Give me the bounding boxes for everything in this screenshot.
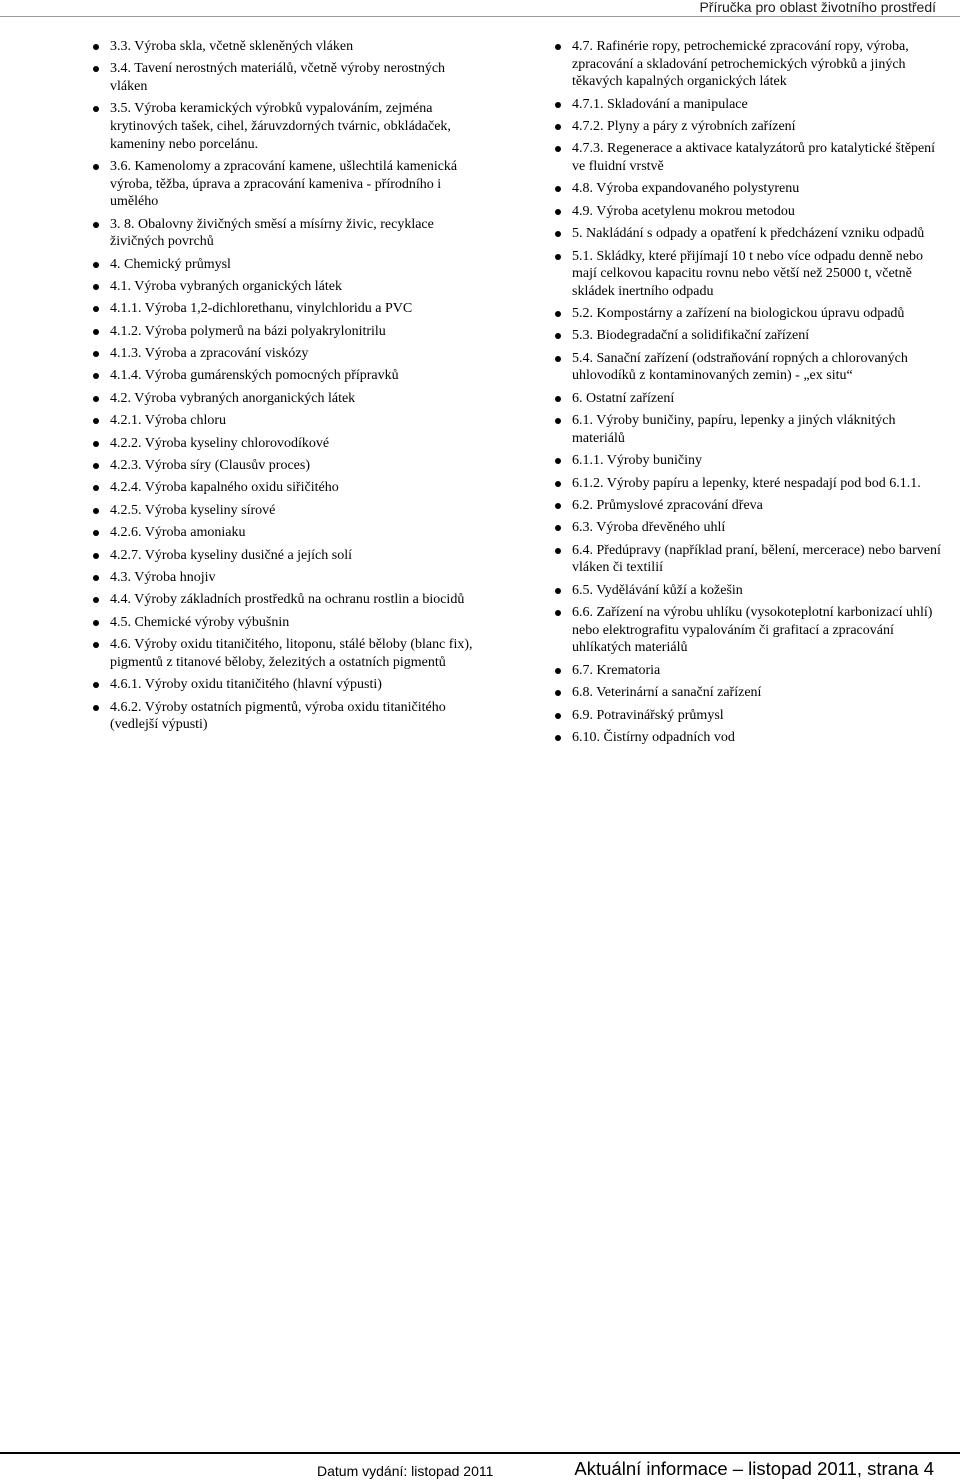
left-column-list [93,38,483,739]
list-item [555,582,945,600]
bullet-icon [555,231,561,237]
bullet-icon [555,458,561,464]
bullet-icon [93,463,99,469]
list-item [555,203,945,221]
list-item [93,676,483,694]
bullet-icon [93,329,99,335]
list-item [93,60,483,95]
list-item-text: 4.2.6. Výroba amoniaku [110,525,246,541]
list-item-text: 6.8. Veterinární a sanační zařízení [572,685,762,701]
list-item-text: 4.3. Výroba hnojiv [110,569,216,585]
list-item-text: 4.5. Chemické výroby výbušnin [110,614,290,630]
list-item-text: 6. Ostatní zařízení [572,390,675,406]
list-item [555,225,945,243]
list-item [555,248,945,301]
list-item [555,350,945,385]
list-item [93,100,483,153]
bullet-icon [93,530,99,536]
bullet-icon [93,262,99,268]
list-item-text: 5.4. Sanační zařízení (odstraňování ropných a chlorovaných uhlovodíků z kontaminovaných zemin) - „ex situ“ [572,350,908,384]
list-item [555,729,945,747]
list-item [93,591,483,609]
bullet-icon [555,146,561,152]
list-item [555,390,945,408]
list-item [93,412,483,430]
bullet-icon [555,102,561,108]
list-item-text: 4.1.3. Výroba a zpracování viskózy [110,346,309,362]
bullet-icon [93,222,99,228]
list-item [93,216,483,251]
list-item [93,367,483,385]
list-item [93,547,483,565]
list-item-text: 3.6. Kamenolomy a zpracování kamene, ušlechtilá kamenická výroba, těžba, úprava a zpracování kameniva - přírodního i umělého [110,158,458,210]
bullet-icon [555,503,561,509]
list-item [93,614,483,632]
bullet-icon [555,333,561,339]
list-item-text: 6.5. Vydělávání kůží a kožešin [572,582,743,598]
bullet-icon [93,351,99,357]
list-item [555,497,945,515]
list-item [93,502,483,520]
list-item-text: 3.5. Výroba keramických výrobků vypalováním, zejména krytinových tašek, cihel, žáruvzdorných tvárnic, obkládaček, kameniny nebo porcelánu. [110,101,451,152]
list-item-text: 4.2.4. Výroba kapalného oxidu siřičitého [110,480,339,496]
list-item-text: 4.1. Výroba vybraných organických látek [110,278,342,294]
list-item [93,699,483,734]
list-item [93,636,483,671]
bullet-icon [93,553,99,559]
list-item [555,707,945,725]
list-item [93,256,483,274]
bullet-icon [555,548,561,554]
bullet-icon [555,356,561,362]
bullet-icon [93,508,99,514]
footer-date: Datum vydání: listopad 2011 [317,1463,494,1479]
list-item [555,604,945,657]
list-item-text: 6.2. Průmyslové zpracování dřeva [572,498,763,514]
list-item-text: 5. Nakládání s odpady a opatření k předcházení vzniku odpadů [572,226,925,242]
list-item [93,569,483,587]
list-item-text: 6.3. Výroba dřevěného uhlí [572,520,726,536]
list-item [93,524,483,542]
list-item-text: 5.1. Skládky, které přijímají 10 t nebo více odpadu denně nebo mají celkovou kapacitu rovnu nebo větší než 25000 t, včetně skládek inertního odpadu [572,248,923,299]
bullet-icon [555,713,561,719]
list-item [555,140,945,175]
list-item-text: 4.2.1. Výroba chloru [110,413,226,429]
list-item [555,475,945,493]
bullet-icon [555,481,561,487]
list-item-text: 4.2. Výroba vybraných anorganických látek [110,390,356,406]
header-divider [0,16,960,17]
bullet-icon [555,396,561,402]
list-item-text: 6.9. Potravinářský průmysl [572,707,724,723]
bullet-icon [555,254,561,260]
bullet-icon [555,690,561,696]
list-item-text: 4.2.3. Výroba síry (Clausův proces) [110,458,310,474]
header-title: Příručka pro oblast životního prostředí [699,0,936,15]
footer-info: Aktuální informace – listopad 2011, strana 4 [574,1458,934,1479]
list-item-text: 4.7.1. Skladování a manipulace [572,96,748,112]
bullet-icon [555,124,561,130]
bullet-icon [93,620,99,626]
bullet-icon [555,44,561,50]
list-item-text: 6.6. Zařízení na výrobu uhlíku (vysokoteplotní karbonizací uhlí) nebo elektrografitu vypalováním či grafitací a zpracování uhlíkatých materiálů [572,605,933,656]
list-item-text: 6.7. Krematoria [572,662,661,678]
list-item [555,38,945,91]
list-item-text: 3.3. Výroba skla, včetně skleněných vláken [110,39,354,54]
bullet-icon [93,418,99,424]
bullet-icon [555,668,561,674]
bullet-icon [555,209,561,215]
bullet-icon [93,44,99,50]
list-item [555,452,945,470]
bullet-icon [93,642,99,648]
list-item-text: 4.1.1. Výroba 1,2-dichlorethanu, vinylchloridu a PVC [110,301,413,317]
list-item-text: 4.6. Výroby oxidu titaničitého, litoponu, stálé běloby (blanc fix), pigmentů z titanové běloby, železitých a ostatních pigmentů [110,637,473,670]
list-item-text: 6.1.1. Výroby buničiny [572,453,703,469]
bullet-icon [555,186,561,192]
list-item-text: 6.1.2. Výroby papíru a lepenky, které nespadají pod bod 6.1.1. [572,475,921,491]
list-item [555,305,945,323]
right-column-list [555,38,945,751]
list-item [93,345,483,363]
bullet-icon [93,164,99,170]
list-item-text: 4.2.2. Výroba kyseliny chlorovodíkové [110,435,330,451]
list-item-text: 3. 8. Obalovny živičných směsí a mísírny živic, recyklace živičných povrchů [110,216,434,250]
list-item-text: 4.7. Rafinérie ropy, petrochemické zpracování ropy, výroba, zpracování a skladování petrochemických výrobků a jiných těkavých kapalných organických látek [572,39,909,90]
list-item [555,519,945,537]
bullet-icon [93,373,99,379]
list-item-text: 5.2. Kompostárny a zařízení na biologickou úpravu odpadů [572,306,905,322]
list-item [555,542,945,577]
bullet-icon [93,284,99,290]
bullet-icon [93,106,99,112]
bullet-icon [555,735,561,741]
list-item [93,323,483,341]
list-item-text: 4.9. Výroba acetylenu mokrou metodou [572,203,795,219]
list-item [93,479,483,497]
bullet-icon [93,705,99,711]
list-item [555,327,945,345]
bullet-icon [555,418,561,424]
list-item [555,180,945,198]
list-item-text: 6.1. Výroby buničiny, papíru, lepenky a jiných vláknitých materiálů [572,413,896,446]
bullet-icon [93,485,99,491]
bullet-icon [93,66,99,72]
list-item-text: 4.7.2. Plyny a páry z výrobních zařízení [572,118,796,134]
list-item [93,158,483,211]
bullet-icon [555,311,561,317]
list-item-text: 6.10. Čistírny odpadních vod [572,729,735,745]
list-item-text: 4. Chemický průmysl [110,256,231,272]
page-header [0,0,960,17]
bullet-icon [93,575,99,581]
list-item [93,457,483,475]
list-item-text: 6.4. Předúpravy (například praní, bělení, mercerace) nebo barvení vláken či textilií [572,542,941,576]
bullet-icon [555,610,561,616]
bullet-icon [555,525,561,531]
list-item [555,412,945,447]
list-item-text: 4.8. Výroba expandovaného polystyrenu [572,181,800,197]
bullet-icon [93,396,99,402]
list-item [555,662,945,680]
list-item [555,118,945,136]
list-item-text: 4.4. Výroby základních prostředků na ochranu rostlin a biocidů [110,592,465,608]
list-item [93,38,483,56]
list-item [93,278,483,296]
list-item [555,684,945,702]
list-item-text: 4.7.3. Regenerace a aktivace katalyzátorů pro katalytické štěpení ve fluidní vrstvě [572,141,936,174]
list-item [555,96,945,114]
list-item-text: 4.1.2. Výroba polymerů na bázi polyakrylonitrilu [110,323,386,339]
bullet-icon [93,441,99,447]
list-item-text: 4.1.4. Výroba gumárenských pomocných přípravků [110,368,399,384]
list-item [93,435,483,453]
footer-divider [0,1452,960,1454]
list-item-text: 5.3. Biodegradační a solidifikační zařízení [572,328,810,344]
bullet-icon [93,306,99,312]
list-item-text: 3.4. Tavení nerostných materiálů, včetně výroby nerostných vláken [110,61,446,94]
bullet-icon [93,682,99,688]
bullet-icon [555,588,561,594]
list-item-text: 4.6.2. Výroby ostatních pigmentů, výroba oxidu titaničitého (vedlejší výpusti) [110,699,446,733]
list-item-text: 4.2.7. Výroba kyseliny dusičné a jejích solí [110,547,352,563]
list-item-text: 4.2.5. Výroba kyseliny sírové [110,502,276,518]
list-item [93,390,483,408]
list-item-text: 4.6.1. Výroby oxidu titaničitého (hlavní výpusti) [110,677,382,693]
bullet-icon [93,597,99,603]
list-item [93,300,483,318]
